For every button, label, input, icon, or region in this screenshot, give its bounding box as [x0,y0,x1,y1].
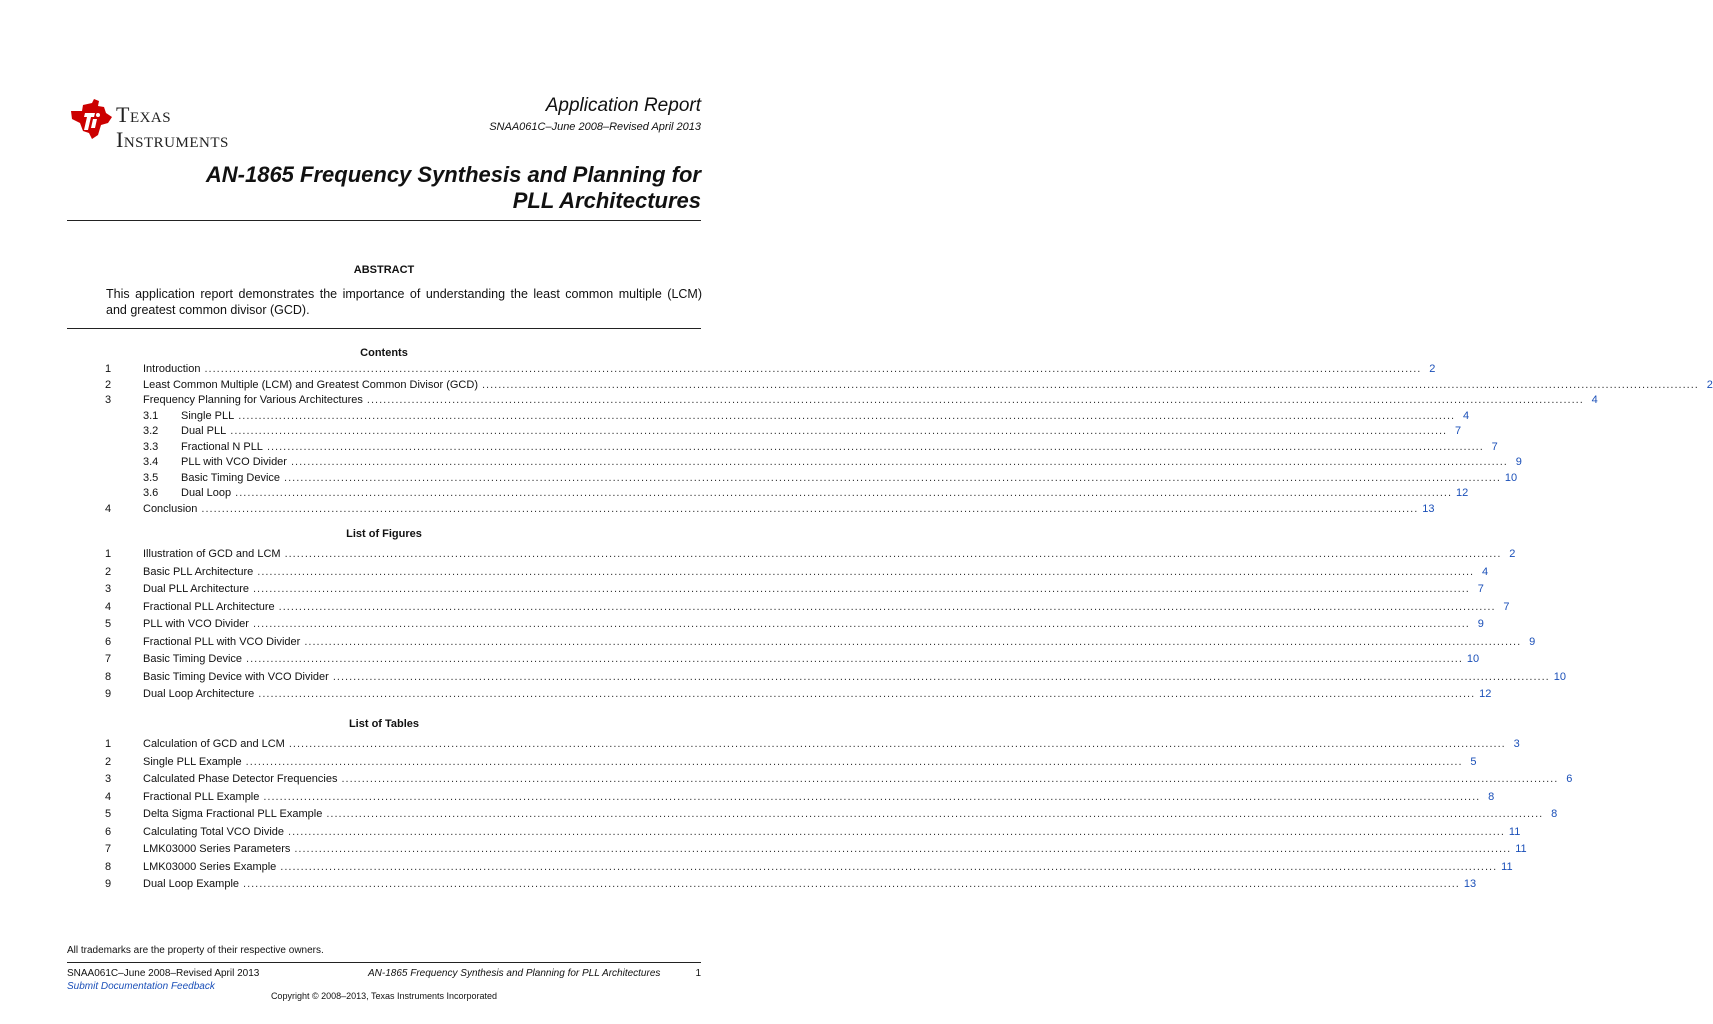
entry-subnumber: 3.2 [143,425,159,437]
entry-label: Delta Sigma Fractional PLL Example [143,808,323,820]
entry-page-link[interactable]: 2 [1706,378,1713,391]
entry-label: Illustration of GCD and LCM [143,548,281,560]
entry-label: PLL with VCO Divider [181,456,287,468]
dot-leader: ............................................................................................................................................................................................................................................................................................................ [263,790,1481,803]
entry-number: 1 [105,548,112,560]
entry-number: 7 [105,843,112,855]
entry-page-link[interactable]: 10 [1504,471,1518,484]
dot-leader: ............................................................................................................................................................................................................................................................................................................ [366,394,1584,406]
tables-entry[interactable] [105,736,1520,752]
entry-page-link[interactable]: 13 [1422,502,1435,515]
tables-entry[interactable] [105,859,1513,875]
entry-label: Single PLL [181,409,235,422]
contents-entry[interactable] [105,454,1522,470]
figures-entry[interactable] [105,564,1489,580]
contents-entry[interactable] [105,392,1598,408]
dot-leader: ............................................................................................................................................................................................................................................................................................................ [288,825,1505,838]
entry-label: Introduction [143,363,201,375]
entry-label: Basic Timing Device [143,653,243,665]
dot-leader: ............................................................................................................................................................................................................................................................................................................ [243,878,1460,890]
entry-label: Dual PLL Architecture [143,583,249,595]
entry-number: 2 [105,378,112,391]
entry-label: Fractional PLL with VCO Divider [143,635,301,648]
entry-number: 9 [105,688,112,700]
footer-running-title: AN-1865 Frequency Synthesis and Planning for PLL Architectures [368,968,661,979]
dot-leader: ............................................................................................................................................................................................................................................................................................................ [201,502,1419,515]
entry-page-link[interactable]: 9 [1529,635,1536,648]
entry-number: 3 [105,773,112,785]
entry-label: Basic PLL Architecture [143,565,254,578]
entry-number: 4 [105,790,112,803]
entry-label: LMK03000 Series Example [143,860,277,873]
figures-entry[interactable] [105,669,1566,685]
entry-page-link[interactable]: 7 [1491,440,1498,453]
entry-number: 5 [105,808,112,820]
copyright: Copyright © 2008–2013, Texas Instruments Incorporated [270,991,498,1001]
entry-number: 8 [105,860,112,873]
logo-line1: Texas [116,102,172,127]
dot-leader: ............................................................................................................................................................................................................................................................................................................ [304,635,1522,648]
entry-page-link[interactable]: 2 [1429,363,1436,375]
entry-page-link[interactable]: 8 [1551,808,1558,820]
entry-label: LMK03000 Series Parameters [143,843,291,855]
abstract-divider [67,328,701,329]
entry-page-link[interactable]: 7 [1455,425,1462,437]
entry-number: 6 [105,825,112,838]
dot-leader: ............................................................................................................................................................................................................................................................................................................ [230,425,1448,437]
ti-logo-wordmark [116,104,229,151]
entry-subnumber: 3.3 [143,440,159,453]
entry-label: Single PLL Example [143,755,242,768]
entry-number: 6 [105,635,112,648]
figures-entry[interactable] [105,616,1484,632]
abstract-heading: ABSTRACT [353,264,415,276]
dot-leader: ............................................................................................................................................................................................................................................................................................................ [252,618,1470,630]
dot-leader: ............................................................................................................................................................................................................................................................................................................ [245,755,1463,768]
entry-page-link[interactable]: 11 [1515,843,1527,855]
contents-entry[interactable] [105,423,1462,439]
tables-entry[interactable] [105,789,1495,805]
title-divider [67,220,701,221]
feedback-link[interactable]: Submit Documentation Feedback [67,981,215,992]
entry-number: 3 [105,394,112,406]
entry-label: PLL with VCO Divider [143,618,249,630]
entry-number: 7 [105,653,112,665]
contents-entry[interactable] [105,361,1436,377]
entry-number: 2 [105,755,112,768]
entry-number: 4 [105,600,112,613]
ti-logo-icon [68,97,114,141]
entry-page-link[interactable]: 7 [1477,583,1484,595]
dot-leader: ............................................................................................................................................................................................................................................................................................................ [238,409,1456,422]
dot-leader: ............................................................................................................................................................................................................................................................................................................ [284,471,1501,484]
dot-leader: ............................................................................................................................................................................................................................................................................................................ [278,600,1496,613]
dot-leader: ............................................................................................................................................................................................................................................................................................................ [284,548,1502,560]
entry-page-link[interactable]: 13 [1463,878,1477,890]
figures-entry[interactable] [105,581,1484,597]
trademark-note: All trademarks are the property of their respective owners. [67,945,324,956]
entry-label: Basic Timing Device [181,471,281,484]
entry-label: Basic Timing Device with VCO Divider [143,670,329,683]
dot-leader: ............................................................................................................................................................................................................................................................................................................ [341,773,1559,785]
title-line1: AN-1865 Frequency Synthesis and Planning for [205,162,701,187]
entry-page-link[interactable]: 11 [1508,825,1521,838]
title-line2: PLL Architectures [512,188,701,213]
entry-number: 8 [105,670,112,683]
entry-subnumber: 3.6 [143,487,159,499]
entry-label: Dual Loop [181,487,232,499]
dot-leader: ............................................................................................................................................................................................................................................................................................................ [258,688,1476,700]
dot-leader: ............................................................................................................................................................................................................................................................................................................ [204,363,1422,375]
contents-entry[interactable] [105,470,1518,486]
contents-heading: Contents [360,347,408,359]
entry-subnumber: 3.4 [143,456,159,468]
entry-label: Least Common Multiple (LCM) and Greatest Common Divisor (GCD) [143,378,478,391]
entry-label: Calculated Phase Detector Frequencies [143,773,338,785]
figures-entry[interactable] [105,546,1516,562]
footer-page-number: 1 [695,968,701,979]
entry-page-link[interactable]: 9 [1515,456,1522,468]
entry-label: Calculation of GCD and LCM [143,738,285,750]
dot-leader: ............................................................................................................................................................................................................................................................................................................ [266,440,1484,453]
logo-line2: Instruments [116,127,229,152]
dot-leader: ............................................................................................................................................................................................................................................................................................................ [290,456,1508,468]
entry-page-link[interactable]: 10 [1466,653,1480,665]
page-title [101,162,701,214]
entry-number: 1 [105,738,112,750]
dot-leader: ............................................................................................................................................................................................................................................................................................................ [257,565,1475,578]
dot-leader: ............................................................................................................................................................................................................................................................................................................ [246,653,1463,665]
figures-heading: List of Figures [346,528,422,540]
tables-entry[interactable] [105,754,1477,770]
entry-label: Fractional PLL Example [143,790,260,803]
entry-page-link[interactable]: 3 [1513,738,1520,750]
tables-entry[interactable] [105,806,1558,822]
entry-label: Calculating Total VCO Divide [143,825,285,838]
entry-label: Conclusion [143,502,198,515]
dot-leader: ............................................................................................................................................................................................................................................................................................................ [280,860,1498,873]
entry-page-link[interactable]: 7 [1503,600,1510,613]
dot-leader: ............................................................................................................................................................................................................................................................................................................ [288,738,1506,750]
dot-leader: ............................................................................................................................................................................................................................................................................................................ [326,808,1544,820]
figures-entry[interactable] [105,634,1536,650]
entry-page-link[interactable]: 4 [1482,565,1489,578]
dot-leader: ............................................................................................................................................................................................................................................................................................................ [252,583,1470,595]
contents-entry[interactable] [105,408,1470,424]
entry-number: 3 [105,583,112,595]
entry-label: Fractional PLL Architecture [143,600,275,613]
tables-entry[interactable] [105,841,1527,857]
contents-entry[interactable] [105,377,1713,393]
entry-page-link[interactable]: 12 [1456,487,1469,499]
tables-entry[interactable] [105,771,1573,787]
footer-divider [67,962,701,963]
dot-leader: ............................................................................................................................................................................................................................................................................................................ [235,487,1453,499]
figures-entry[interactable] [105,599,1510,615]
entry-subnumber: 3.5 [143,471,159,484]
entry-page-link[interactable]: 10 [1553,670,1566,683]
entry-page-link[interactable]: 11 [1501,860,1513,873]
entry-number: 1 [105,363,112,375]
tables-heading: List of Tables [348,718,420,730]
entry-page-link[interactable]: 8 [1488,790,1495,803]
figures-entry[interactable] [105,686,1492,702]
entry-number: 4 [105,502,112,515]
dot-leader: ............................................................................................................................................................................................................................................................................................................ [332,670,1550,683]
dot-leader: ............................................................................................................................................................................................................................................................................................................ [294,843,1512,855]
abstract-text: This application report demonstrates the importance of understanding the least common multiple (LCM) and greatest common divisor (GCD). [106,287,702,317]
tables-entry[interactable] [105,876,1477,892]
contents-entry[interactable] [105,501,1435,517]
entry-label: Dual Loop Architecture [143,688,255,700]
figures-entry[interactable] [105,651,1480,667]
entry-label: Dual PLL [181,425,227,437]
entry-page-link[interactable]: 5 [1470,755,1477,768]
entry-label: Fractional N PLL [181,440,263,453]
footer-doc-id: SNAA061C–June 2008–Revised April 2013 [67,968,260,979]
entry-subnumber: 3.1 [143,409,159,422]
tables-entry[interactable] [105,824,1521,840]
entry-label: Frequency Planning for Various Architectures [143,394,363,406]
entry-page-link[interactable]: 4 [1591,394,1598,406]
entry-number: 5 [105,618,112,630]
entry-page-link[interactable]: 12 [1479,688,1492,700]
contents-entry[interactable] [105,485,1469,501]
entry-page-link[interactable]: 6 [1566,773,1573,785]
doc-id: SNAA061C–June 2008–Revised April 2013 [489,121,701,133]
contents-entry[interactable] [105,439,1498,455]
entry-number: 2 [105,565,112,578]
entry-page-link[interactable]: 4 [1462,409,1470,422]
report-type: Application Report [545,95,701,116]
entry-page-link[interactable]: 9 [1477,618,1484,630]
entry-number: 9 [105,878,112,890]
dot-leader: ............................................................................................................................................................................................................................................................................................................ [481,378,1699,391]
entry-page-link[interactable]: 2 [1509,548,1516,560]
entry-label: Dual Loop Example [143,878,240,890]
